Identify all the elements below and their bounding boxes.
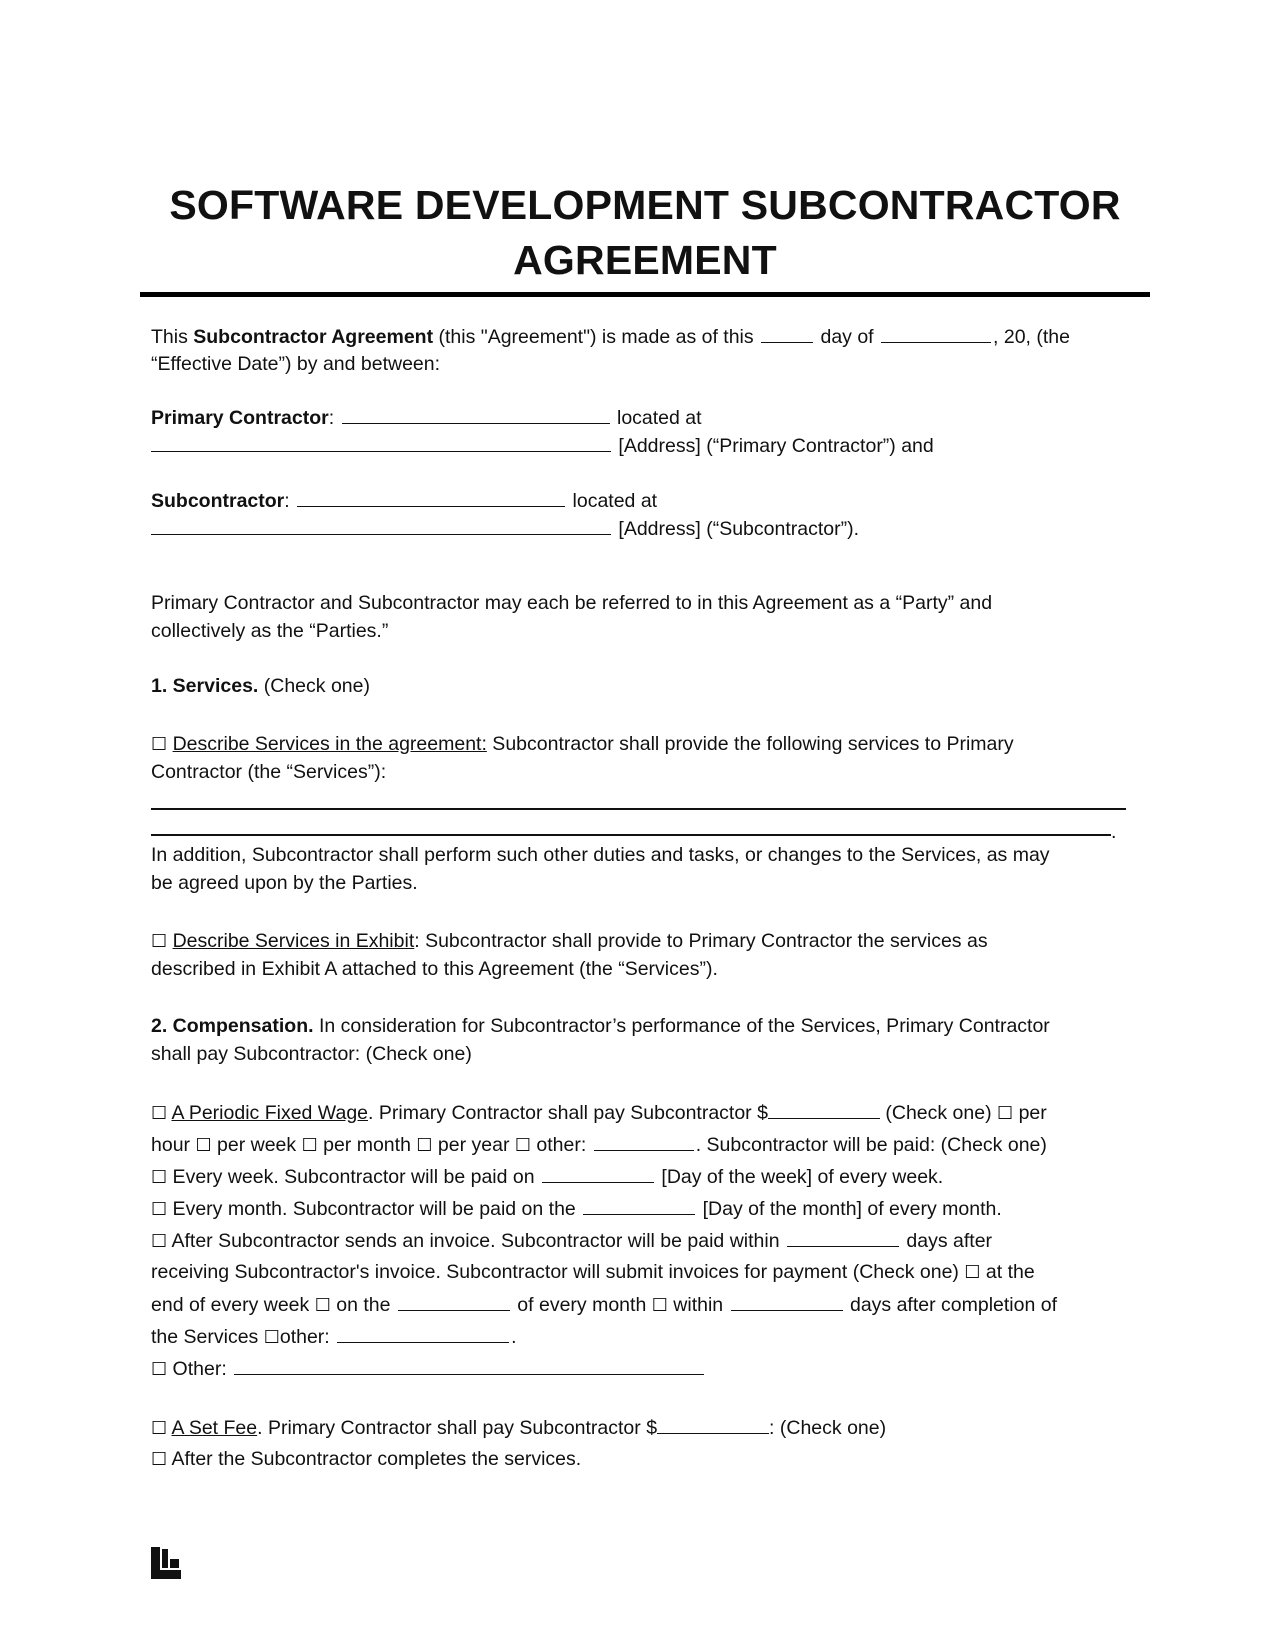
checkbox-icon[interactable]: ☐ (151, 1199, 168, 1220)
day-of-week-blank[interactable] (542, 1162, 654, 1183)
wage-line-8 (151, 1322, 1136, 1352)
wage-text: . (511, 1326, 517, 1348)
subcontractor-name-blank[interactable] (297, 486, 565, 507)
services-option-1-line-2: Contractor (the “Services”): (151, 761, 387, 783)
checkbox-icon[interactable]: ☐ (514, 1135, 531, 1156)
primary-address-line (151, 431, 1136, 460)
wage-text: per year (432, 1134, 515, 1156)
invoice-day-blank[interactable] (398, 1290, 510, 1311)
wage-text: per (1013, 1102, 1047, 1124)
checkbox-icon[interactable]: ☐ (314, 1295, 331, 1316)
month-blank[interactable] (881, 322, 991, 343)
wage-text: on the (330, 1294, 396, 1316)
wage-line-3 (151, 1162, 1136, 1192)
period: . (1111, 821, 1117, 843)
intro-text: day of (815, 326, 880, 348)
subcontractor-line (151, 486, 1136, 515)
wage-text: Every month. Subcontractor will be paid on the (167, 1198, 582, 1220)
wage-text: hour (151, 1134, 196, 1156)
wage-text: days after completion of (844, 1294, 1058, 1316)
located-at-text: located at (567, 490, 658, 512)
located-at-text: located at (611, 407, 702, 429)
wage-text: . Subcontractor will be paid: (Check one) (695, 1134, 1047, 1156)
fee-text: : (Check one) (769, 1417, 887, 1439)
primary-contractor-name-blank[interactable] (342, 403, 610, 424)
services-description-blank-1[interactable] (151, 808, 1126, 810)
document-title: SOFTWARE DEVELOPMENT SUBCONTRACTOR AGREEMENT (169, 182, 1121, 283)
services-option-1 (151, 730, 1136, 759)
compensation-line-1 (151, 1012, 1136, 1040)
wage-amount-blank[interactable] (768, 1098, 880, 1119)
checkbox-icon[interactable]: ☐ (997, 1103, 1014, 1124)
wage-text: [Day of the month] of every month. (697, 1198, 1002, 1220)
wage-line-4 (151, 1194, 1136, 1224)
checkbox-icon[interactable]: ☐ (151, 1167, 168, 1188)
subcontractor-address-blank[interactable] (151, 514, 611, 535)
wage-text: the Services (151, 1326, 264, 1348)
checkbox-icon[interactable]: ☐ (301, 1135, 318, 1156)
wage-text: days after (900, 1230, 993, 1252)
wage-line-2 (151, 1130, 1136, 1160)
address-text: [Address] (“Subcontractor”). (613, 518, 859, 540)
checkbox-icon[interactable]: ☐ (151, 734, 168, 755)
checkbox-icon[interactable]: ☐ (416, 1135, 433, 1156)
primary-contractor-label: Primary Contractor (151, 407, 329, 429)
wage-text: [Day of the week] of every week. (656, 1166, 944, 1188)
compensation-line-2: shall pay Subcontractor: (Check one) (151, 1043, 472, 1065)
check-one-text: (Check one) (258, 675, 370, 697)
checkbox-icon[interactable]: ☐ (651, 1295, 668, 1316)
compensation-text: In consideration for Subcontractor’s performance of the Services, Primary Contractor (313, 1015, 1050, 1037)
intro-text: , 20, (the (993, 326, 1070, 348)
checkbox-icon[interactable]: ☐ (151, 1359, 168, 1380)
wage-text: within (667, 1294, 729, 1316)
services-option-1-label: Describe Services in the agreement: (172, 733, 487, 755)
colon: : (328, 407, 335, 429)
primary-contractor-line (151, 403, 1136, 432)
agreement-name: Subcontractor Agreement (193, 326, 434, 348)
services-option-2-text: : Subcontractor shall provide to Primary Contractor the services as (414, 930, 988, 952)
services-option-2-label: Describe Services in Exhibit (172, 930, 415, 952)
compensation-heading: 2. Compensation. (151, 1015, 314, 1037)
wage-text: (Check one) (879, 1102, 998, 1124)
services-heading-line (151, 672, 1136, 700)
checkbox-icon[interactable]: ☐ (195, 1135, 212, 1156)
parties-line-2: collectively as the “Parties.” (151, 620, 389, 642)
checkbox-icon[interactable]: ☐ (151, 1103, 168, 1124)
wage-text: other: (279, 1326, 336, 1348)
intro-line-1 (151, 322, 1136, 351)
wage-text: at the (980, 1261, 1035, 1283)
days-after-completion-blank[interactable] (731, 1290, 843, 1311)
other-period-blank[interactable] (594, 1130, 694, 1151)
subcontractor-address-line (151, 514, 1136, 543)
wage-text: per week (211, 1134, 302, 1156)
wage-text: After Subcontractor sends an invoice. Subcontractor will be paid within (167, 1230, 785, 1252)
periodic-fixed-wage-label: A Periodic Fixed Wage (171, 1102, 369, 1124)
wage-text: of every month (511, 1294, 652, 1316)
invoice-other-blank[interactable] (337, 1322, 509, 1343)
services-addition-line-2: be agreed upon by the Parties. (151, 872, 418, 894)
fee-text: . Primary Contractor shall pay Subcontractor $ (257, 1417, 658, 1439)
checkbox-icon[interactable]: ☐ (151, 1449, 168, 1470)
wage-line-5 (151, 1226, 1136, 1256)
days-after-invoice-blank[interactable] (787, 1226, 899, 1247)
services-addition-line-1: In addition, Subcontractor shall perform such other duties and tasks, or changes to the Services, as may (151, 844, 1050, 866)
wage-line-7 (151, 1290, 1136, 1320)
set-fee-amount-blank[interactable] (657, 1413, 769, 1434)
intro-text: This (151, 326, 194, 348)
checkbox-icon[interactable]: ☐ (151, 931, 168, 952)
services-option-1-text: Subcontractor shall provide the following services to Primary (486, 733, 1014, 755)
services-heading: 1. Services. (151, 675, 259, 697)
checkbox-icon[interactable]: ☐ (263, 1327, 280, 1348)
wage-text: end of every week (151, 1294, 315, 1316)
fee-text: After the Subcontractor completes the services. (167, 1448, 582, 1470)
colon: : (284, 490, 290, 512)
wage-text: receiving Subcontractor's invoice. Subcontractor will submit invoices for payment (Check one) (151, 1261, 965, 1283)
intro-text: (this "Agreement") is made as of this (433, 326, 760, 348)
set-fee-label: A Set Fee (171, 1417, 258, 1439)
address-text: [Address] (“Primary Contractor”) and (613, 435, 934, 457)
wage-text: . Primary Contractor shall pay Subcontractor $ (368, 1102, 768, 1124)
intro-line-2: “Effective Date”) by and between: (151, 353, 441, 375)
services-description-blank-2[interactable] (151, 834, 1111, 836)
day-blank[interactable] (761, 322, 813, 343)
payment-other-blank[interactable] (234, 1354, 704, 1375)
set-fee-line-1 (151, 1413, 1136, 1443)
brand-logo-icon (151, 1547, 181, 1579)
wage-text: other: (531, 1134, 592, 1156)
set-fee-line-2 (151, 1445, 1136, 1474)
wage-text: per month (317, 1134, 417, 1156)
services-option-2-line-2: described in Exhibit A attached to this Agreement (the “Services”). (151, 958, 718, 980)
wage-text: Other: (167, 1358, 233, 1380)
wage-line-9 (151, 1354, 1136, 1384)
wage-text: Every week. Subcontractor will be paid on (167, 1166, 540, 1188)
primary-contractor-address-blank[interactable] (151, 431, 611, 452)
services-option-2 (151, 927, 1136, 956)
checkbox-icon[interactable]: ☐ (151, 1418, 168, 1439)
checkbox-icon[interactable]: ☐ (964, 1262, 981, 1283)
day-of-month-blank[interactable] (583, 1194, 695, 1215)
wage-line-1 (151, 1098, 1136, 1128)
subcontractor-label: Subcontractor (151, 490, 285, 512)
wage-line-6 (151, 1258, 1136, 1287)
checkbox-icon[interactable]: ☐ (151, 1231, 168, 1252)
parties-line-1: Primary Contractor and Subcontractor may each be referred to in this Agreement as a “Party” and (151, 592, 993, 614)
title-divider (140, 292, 1150, 297)
